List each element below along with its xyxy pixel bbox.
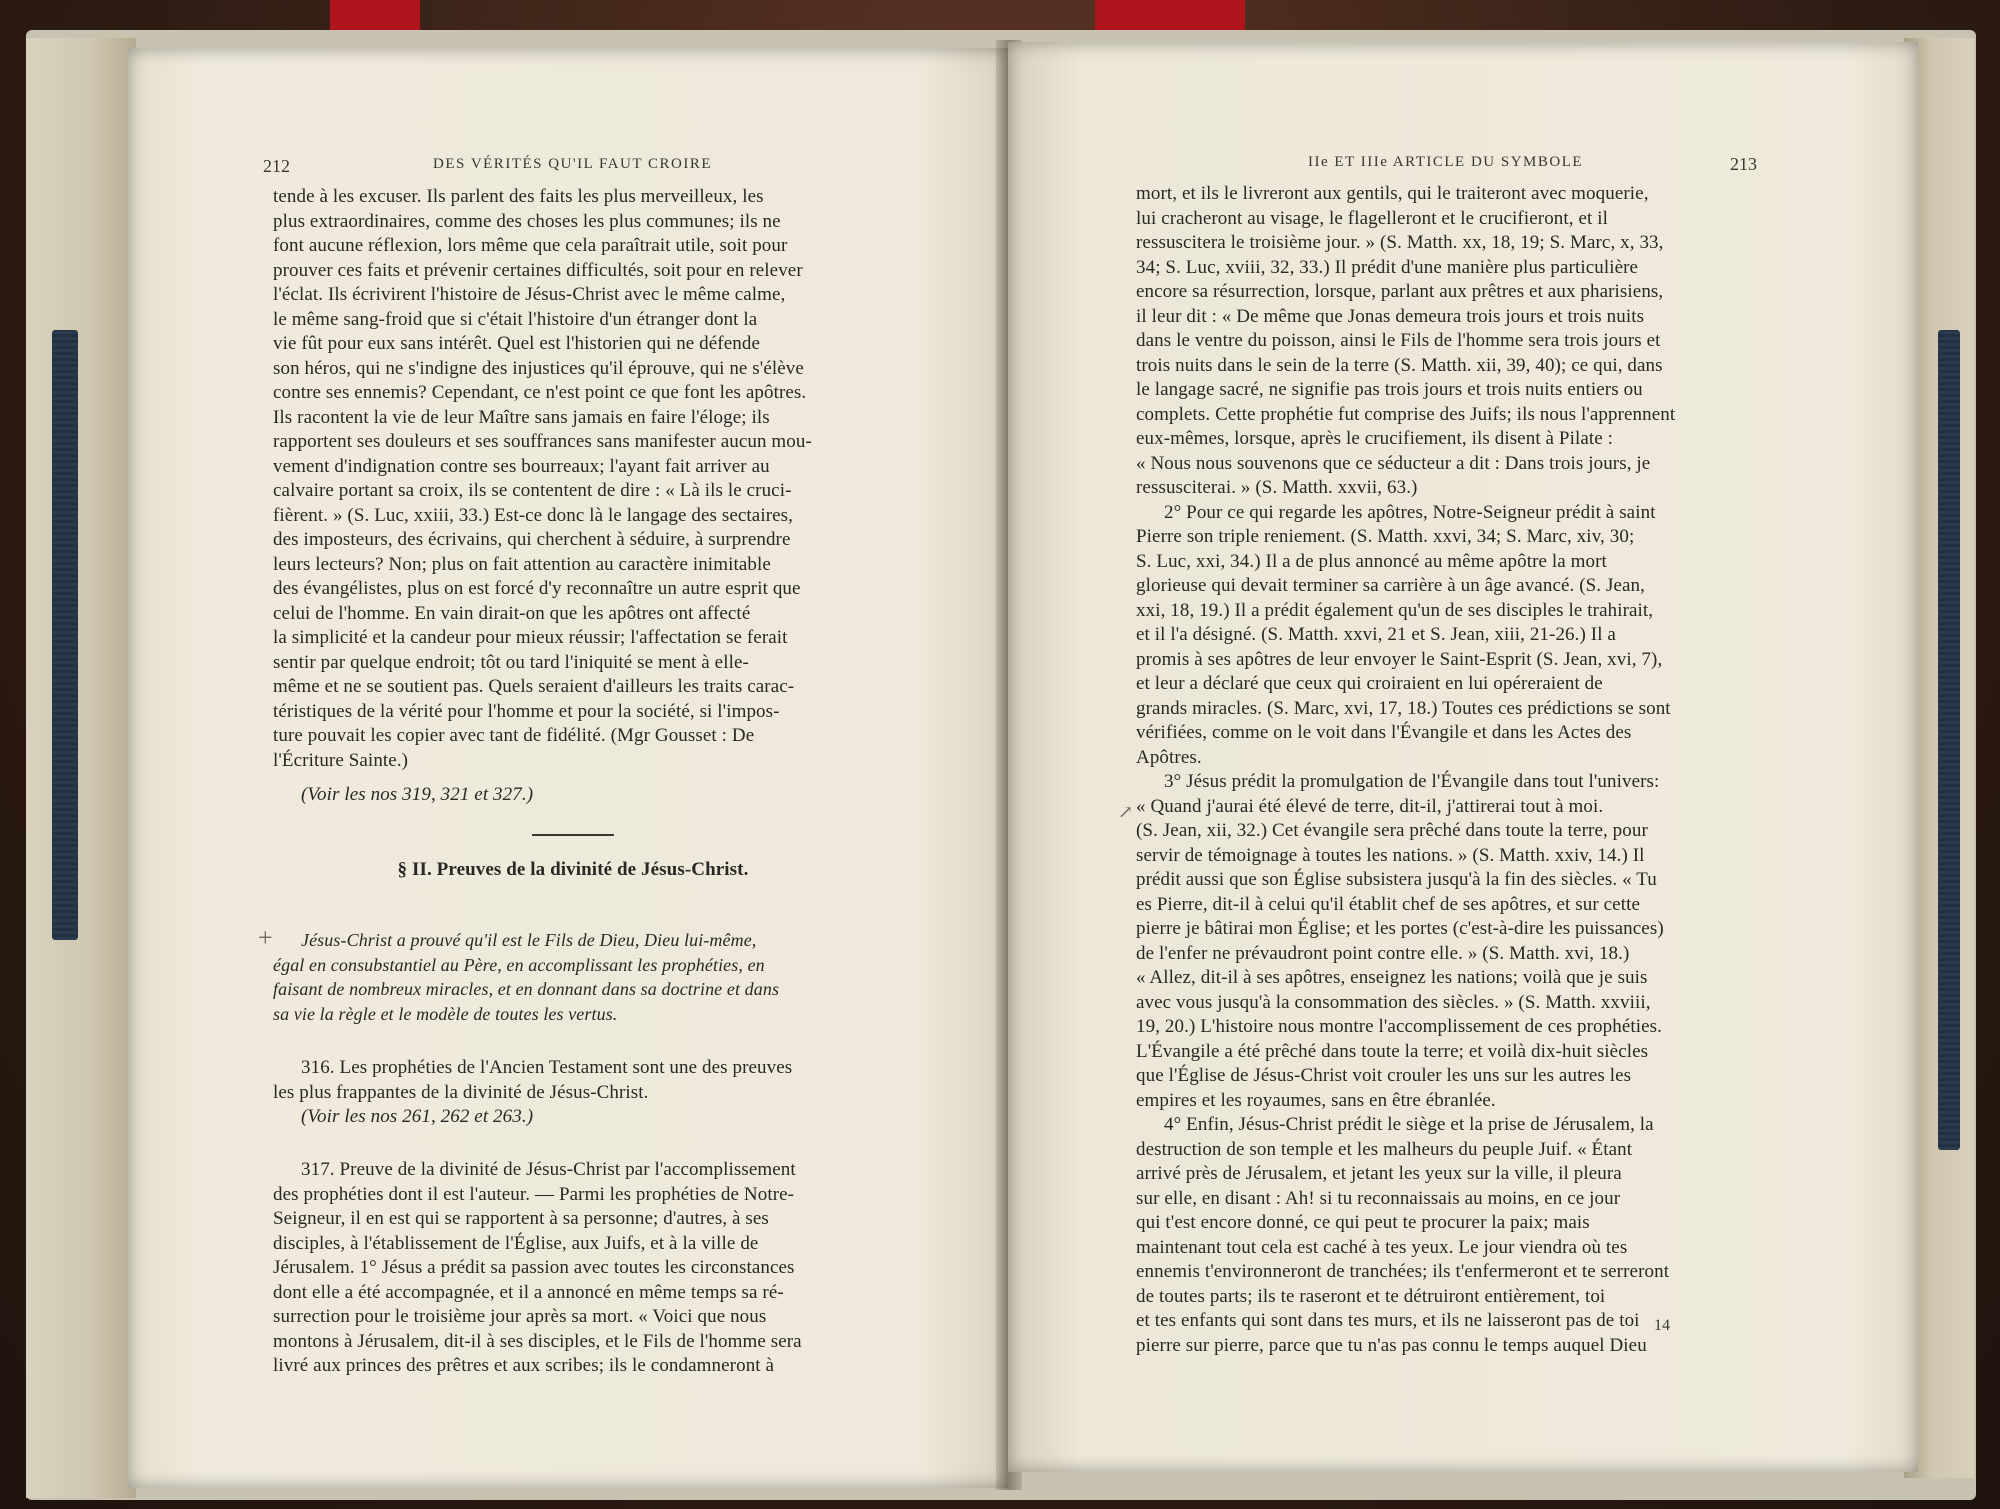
text-line: glorieuse qui devait terminer sa carrière à un âge avancé. (S. Jean,: [1136, 575, 1646, 596]
text-line: mort, et ils le livreront aux gentils, qui le traiteront avec moquerie,: [1136, 183, 1649, 204]
text-line: surrection pour le troisième jour après sa mort. « Voici que nous: [273, 1306, 767, 1327]
text-line: et leur a déclaré que ceux qui croiraient en lui opéreraient de: [1136, 673, 1603, 694]
text-line: es Pierre, dit-il à celui qu'il établit chef de ses apôtres, et sur cette: [1136, 893, 1641, 915]
text-line: Jérusalem. 1° Jésus a prédit sa passion avec toutes les circonstances: [273, 1257, 795, 1278]
text-line: qui t'est encore donné, ce qui peut te procurer la paix; mais: [1136, 1212, 1590, 1233]
left-see-also-2: (Voir les nos 261, 262 et 263.): [301, 1106, 534, 1127]
text-line: grands miracles. (S. Marc, xvi, 17, 18.) Toutes ces prédictions se sont: [1136, 697, 1671, 719]
signature-mark: 14: [1654, 1317, 1670, 1334]
text-line: « Quand j'aurai été élevé de terre, dit-il, j'attirerai tout à moi.: [1136, 795, 1604, 817]
text-line: le même sang-froid que si c'était l'histoire d'un étranger dont la: [273, 308, 758, 330]
text-line: servir de témoignage à toutes les nations. » (S. Matth. xxiv, 14.) Il: [1136, 844, 1645, 866]
left-body-text: [273, 185, 873, 773]
text-line: prédit aussi que son Église subsistera jusqu'à la fin des siècles. « Tu: [1136, 869, 1657, 890]
left-cover-edge: [26, 38, 136, 1498]
text-line: égal en consubstantiel au Père, en accomplissant les prophéties, en: [273, 954, 765, 975]
text-line: des prophéties dont il est l'auteur. — Parmi les prophéties de Notre-: [273, 1183, 795, 1205]
text-line: et il l'a désigné. (S. Matth. xxvi, 21 et S. Jean, xiii, 21-26.) Il a: [1136, 624, 1616, 645]
pencil-mark: +: [258, 923, 273, 952]
text-line: avec vous jusqu'à la consommation des siècles. » (S. Matth. xxviii,: [1136, 991, 1651, 1013]
text-line: dont elle a été accompagnée, et il a annoncé en même temps sa ré-: [273, 1281, 784, 1303]
text-line: les plus frappantes de la divinité de Jésus-Christ.: [273, 1081, 649, 1103]
text-line: L'Évangile a été prêché dans toute la terre; et voilà dix-huit siècles: [1136, 1040, 1649, 1062]
text-line: Ils racontent la vie de leur Maître sans jamais en faire l'éloge; ils: [273, 406, 770, 428]
text-line: Jésus-Christ a prouvé qu'il est le Fils de Dieu, Dieu lui-même,: [301, 930, 757, 950]
right-page-number: 213: [1730, 154, 1757, 174]
text-line: Apôtres.: [1136, 746, 1202, 768]
text-line: leurs lecteurs? Non; plus on fait attention au caractère inimitable: [273, 553, 771, 575]
left-running-head: DES VÉRITÉS QU'IL FAUT CROIRE: [433, 156, 712, 172]
text-line: montons à Jérusalem, dit-il à ses disciples, et le Fils de l'homme sera: [273, 1330, 802, 1352]
text-line: sur elle, en disant : Ah! si tu reconnaissais au moins, en ce jour: [1136, 1187, 1621, 1209]
text-line: le langage sacré, ne signifie pas trois jours et trois nuits entiers ou: [1136, 379, 1643, 400]
text-line: dans le ventre du poisson, ainsi le Fils de l'homme sera trois jours et: [1136, 330, 1661, 351]
text-line: font aucune réflexion, lors même que cela paraîtrait utile, soit pour: [273, 235, 788, 256]
text-line: l'éclat. Ils écrivirent l'histoire de Jésus-Christ avec le même calme,: [273, 284, 786, 305]
text-line: complets. Cette prophétie fut comprise des Juifs; ils nous l'apprennent: [1136, 403, 1676, 425]
text-line: 316. Les prophéties de l'Ancien Testament sont une des preuves: [301, 1057, 793, 1078]
text-line: empires et les royaumes, sans en être ébranlée.: [1136, 1089, 1496, 1111]
text-line: et tes enfants qui sont dans tes murs, et ils ne laisseront pas de toi: [1136, 1310, 1640, 1331]
text-line: prouver ces faits et prévenir certaines difficultés, soit pour en relever: [273, 259, 803, 281]
text-line: tende à les excuser. Ils parlent des faits les plus merveilleux, les: [273, 186, 764, 207]
text-line: 19, 20.) L'histoire nous montre l'accomplissement de ces prophéties.: [1136, 1016, 1662, 1037]
text-line: ture pouvait les copier avec tant de fidélité. (Mgr Gousset : De: [273, 725, 755, 746]
right-binding-strip: [1938, 330, 1960, 1150]
text-line: disciples, à l'établissement de l'Église, aux Juifs, et à la ville de: [273, 1232, 759, 1254]
text-line: 317. Preuve de la divinité de Jésus-Christ par l'accomplissement: [301, 1159, 796, 1180]
text-line: arrivé près de Jérusalem, et jetant les yeux sur la ville, il pleura: [1136, 1163, 1622, 1184]
paragraph-316: [273, 1056, 873, 1105]
text-line: ressuscitera le troisième jour. » (S. Matth. xx, 18, 19; S. Marc, x, 33,: [1136, 232, 1664, 253]
text-line: vement d'indignation contre ses bourreaux; l'ayant fait arriver au: [273, 455, 770, 477]
text-line: sa vie la règle et le modèle de toutes les vertus.: [273, 1003, 618, 1024]
text-line: lui cracheront au visage, le flagelleront et le crucifieront, et il: [1136, 207, 1608, 229]
text-line: il leur dit : « De même que Jonas demeura trois jours et trois nuits: [1136, 305, 1645, 327]
text-line: la simplicité et la candeur pour mieux réussir; l'affectation se ferait: [273, 627, 788, 648]
text-line: trois nuits dans le sein de la terre (S. Matth. xii, 39, 40); ce qui, dans: [1136, 354, 1663, 376]
text-line: vie fût pour eux sans intérêt. Quel est l'historien qui ne défende: [273, 333, 760, 354]
text-line: vérifiées, comme on le voit dans l'Évangile et dans les Actes des: [1136, 722, 1632, 743]
text-line: 34; S. Luc, xviii, 32, 33.) Il prédit d'une manière plus particulière: [1136, 256, 1639, 278]
text-line: faisant de nombreux miracles, et en donnant dans sa doctrine et dans: [273, 979, 780, 999]
left-page: [128, 48, 1008, 1488]
right-running-head: IIe ET IIIe ARTICLE DU SYMBOLE: [1308, 154, 1584, 170]
section-rule: [273, 834, 873, 836]
text-line: téristiques de la vérité pour l'homme et pour la société, si l'impos-: [273, 700, 780, 722]
text-line: calvaire portant sa croix, ils se contentent de dire : « Là ils le cruci-: [273, 480, 792, 501]
text-line: livré aux princes des prêtres et aux scribes; ils le condamneront à: [273, 1355, 775, 1376]
text-line: destruction de son temple et les malheurs du peuple Juif. « Étant: [1136, 1138, 1633, 1160]
text-line: plus extraordinaires, comme des choses les plus communes; ils ne: [273, 210, 781, 232]
text-line: contre ses ennemis? Cependant, ce n'est point ce que font les apôtres.: [273, 382, 807, 403]
text-line: encore sa résurrection, lorsque, parlant aux prêtres et aux pharisiens,: [1136, 281, 1664, 302]
text-line: ressusciterai. » (S. Matth. xxvii, 63.): [1136, 477, 1418, 498]
text-line: S. Luc, xxi, 34.) Il a de plus annoncé au même apôtre la mort: [1136, 550, 1607, 572]
text-line: (S. Jean, xii, 32.) Cet évangile sera prêché dans toute la terre, pour: [1136, 820, 1648, 841]
text-line: des évangélistes, plus on est forcé d'y reconnaître un autre esprit que: [273, 578, 801, 599]
text-line: même et ne se soutient pas. Quels seraient d'ailleurs les traits carac-: [273, 676, 795, 697]
text-line: l'Écriture Sainte.): [273, 749, 409, 771]
text-line: fièrent. » (S. Luc, xxiii, 33.) Est-ce donc là le langage des sectaires,: [273, 504, 794, 526]
left-page-number: 212: [263, 156, 290, 176]
paragraph-317: [273, 1158, 873, 1379]
text-line: de toutes parts; ils te raseront et te détruiront entièrement, toi: [1136, 1285, 1606, 1307]
text-line: Pierre son triple reniement. (S. Matth. xxvi, 34; S. Marc, xiv, 30;: [1136, 526, 1635, 547]
text-line: pierre je bâtirai mon Église; et les portes (c'est-à-dire les puissances): [1136, 918, 1664, 939]
text-line: 3° Jésus prédit la promulgation de l'Évangile dans tout l'univers:: [1164, 771, 1660, 792]
left-binding-strip: [52, 330, 78, 940]
right-page: [1008, 42, 1918, 1472]
text-line: promis à ses apôtres de leur envoyer le Saint-Esprit (S. Jean, xvi, 7),: [1136, 648, 1663, 670]
text-line: rapportent ses douleurs et ses souffrances sans manifester aucun mou-: [273, 431, 812, 452]
text-line: 4° Enfin, Jésus-Christ prédit le siège et la prise de Jérusalem, la: [1164, 1114, 1654, 1135]
text-line: « Nous nous souvenons que ce séducteur a dit : Dans trois jours, je: [1136, 452, 1651, 474]
text-line: celui de l'homme. En vain dirait-on que les apôtres ont affecté: [273, 602, 751, 624]
text-line: xxi, 18, 19.) Il a prédit également qu'un de ses disciples le trahirait,: [1136, 599, 1654, 621]
text-line: sentir par quelque endroit; tôt ou tard l'iniquité se ment à elle-: [273, 651, 749, 673]
text-line: 2° Pour ce qui regarde les apôtres, Notre-Seigneur prédit à saint: [1164, 501, 1656, 523]
section-heading: § II. Preuves de la divinité de Jésus-Christ.: [397, 859, 749, 880]
text-line: de l'enfer ne prévaudront point contre elle. » (S. Matth. xvi, 18.): [1136, 942, 1630, 964]
pencil-mark: ↗: [1118, 802, 1134, 822]
text-line: son héros, qui ne s'indigne des injustices qu'il éprouve, qui ne s'élève: [273, 357, 804, 379]
text-line: maintenant tout cela est caché à tes yeux. Le jour viendra où tes: [1136, 1236, 1628, 1258]
left-see-also-1: (Voir les nos 319, 321 et 327.): [301, 784, 534, 805]
text-line: pierre sur pierre, parce que tu n'as pas connu le temps auquel Dieu: [1136, 1334, 1647, 1356]
section-summary: [273, 928, 873, 1026]
text-line: « Allez, dit-il à ses apôtres, enseignez les nations; voilà que je suis: [1136, 967, 1648, 988]
right-body-text: [1136, 182, 1768, 1358]
text-line: Seigneur, il en est qui se rapportent à sa personne; d'autres, à ses: [273, 1208, 769, 1229]
text-line: que l'Église de Jésus-Christ voit crouler les uns sur les autres les: [1136, 1065, 1632, 1086]
text-line: ennemis t'environneront de tranchées; ils t'enfermeront et te serreront: [1136, 1261, 1670, 1282]
text-line: des imposteurs, des écrivains, qui cherchent à séduire, à surprendre: [273, 529, 791, 550]
text-line: eux-mêmes, lorsque, après le crucifiement, ils disent à Pilate :: [1136, 428, 1614, 449]
